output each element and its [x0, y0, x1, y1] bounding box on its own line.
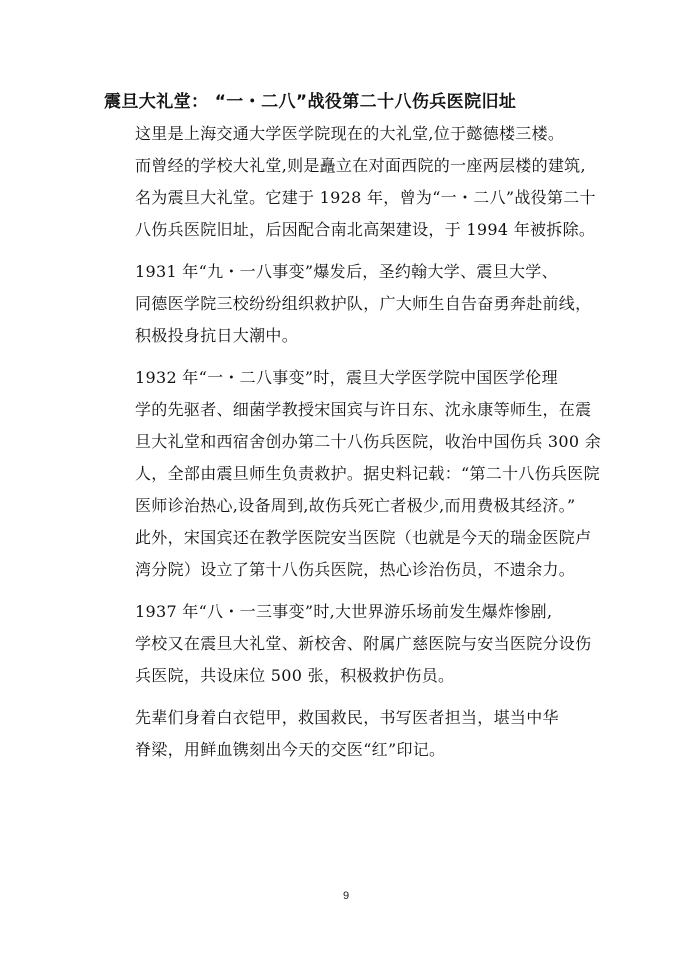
text-line: 脊梁，用鲜血镌刻出今天的交医“红”印记。: [135, 740, 446, 759]
text-line: 兵医院，共设床位 500 张，积极救护伤员。: [135, 666, 455, 685]
text-line: 1932 年“一・二八事变”时，震旦大学医学院中国医学伦理: [135, 368, 558, 387]
paragraph-3: [103, 362, 602, 586]
text-line: 八伤兵医院旧址，后因配合南北高架建设，于 1994 年被拆除。: [135, 220, 596, 239]
paragraph-2: [103, 256, 593, 352]
text-line: 学的先驱者、细菌学教授宋国宾与许日东、沈永康等师生，在震: [135, 400, 592, 419]
text-line: 1937 年“八・一三事变”时,大世界游乐场前发生爆炸惨剧,: [135, 602, 553, 621]
text-line: 积极投身抗日大潮中。: [135, 326, 299, 345]
text-line: 湾分院）设立了第十八伤兵医院，热心诊治伤员，不遗余力。: [135, 560, 576, 579]
page-title: 震旦大礼堂： “一・二八”战役第二十八伤兵医院旧址: [104, 92, 517, 112]
text-line: 先辈们身着白衣铠甲，救国救民，书写医者担当，堪当中华: [135, 708, 559, 727]
paragraph-5: [103, 702, 593, 766]
text-line: 此外，宋国宾还在教学医院安当医院（也就是今天的瑞金医院卢: [135, 528, 592, 547]
text-line: 旦大礼堂和西宿舍创办第二十八伤兵医院，收治中国伤兵 300 余: [135, 432, 602, 451]
paragraph-4: [103, 596, 593, 692]
text-line: 名为震旦大礼堂。它建于 1928 年，曾为“一・二八”战役第二十: [135, 188, 596, 207]
page-number: 9: [342, 890, 350, 902]
text-line: 人，全部由震旦师生负责救护。据史料记载：“第二十八伤兵医院: [135, 464, 600, 483]
text-line: 而曾经的学校大礼堂,则是矗立在对面西院的一座两层楼的建筑,: [135, 156, 586, 175]
text-line: 学校又在震旦大礼堂、新校舍、附属广慈医院与安当医院分设伤: [135, 634, 592, 653]
text-line: 这里是上海交通大学医学院现在的大礼堂,位于懿德楼三楼。: [135, 124, 565, 143]
paragraph-1: [103, 118, 596, 246]
document-body: [103, 118, 602, 776]
text-line: 医师诊治热心,设备周到,故伤兵死亡者极少,而用费极其经济。”: [135, 496, 576, 515]
text-line: 同德医学院三校纷纷组织救护队，广大师生自告奋勇奔赴前线，: [135, 294, 592, 313]
text-line: 1931 年“九・一八事变”爆发后，圣约翰大学、震旦大学、: [135, 262, 558, 281]
